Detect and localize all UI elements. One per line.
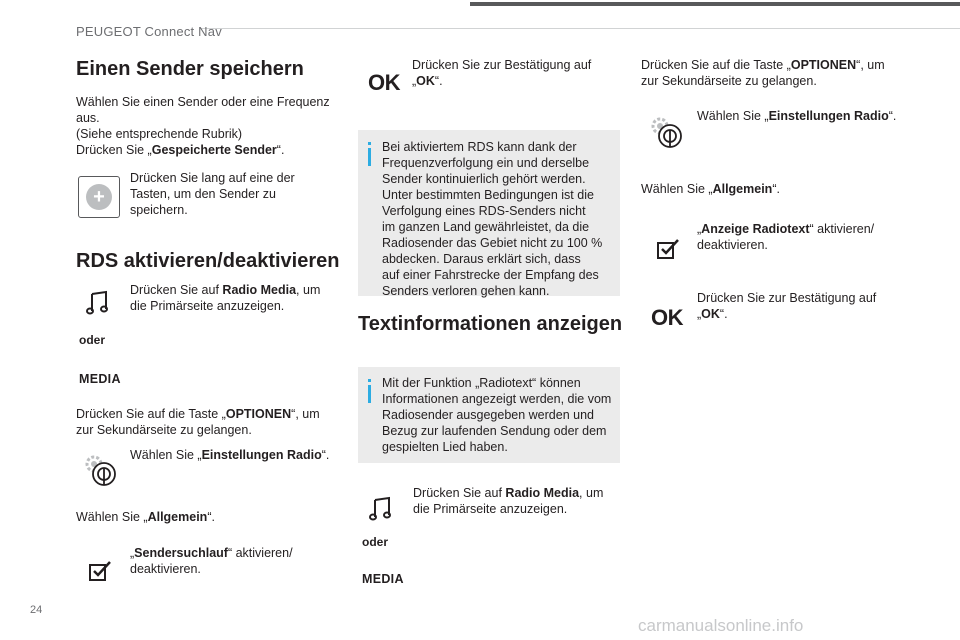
- info-box-rds: [358, 130, 620, 296]
- step-ok-confirm: Drücken Sie zur Bestätigung auf „OK“.: [412, 58, 592, 88]
- info-box-radiotext: [358, 367, 620, 463]
- info-icon: [368, 148, 371, 166]
- step-einstellungen-radio: Wählen Sie „Einstellungen Radio“.: [130, 448, 330, 462]
- step-long-press: Drücken Sie lang auf eine der Tasten, um den Sender zu speichern.: [130, 171, 295, 217]
- music-note-icon: [369, 496, 393, 527]
- info-icon-dot: [368, 142, 371, 145]
- info-icon: [368, 385, 371, 403]
- info-text-radiotext: Mit der Funktion „Radiotext“ können Informationen angezeigt werden, die vom Radiosender ausgegeben werden und Bezug zur laufenden Sendung oder dem gespielten Lied haben.: [382, 376, 612, 454]
- page-number: 24: [30, 604, 43, 616]
- checkbox-icon: [656, 238, 680, 265]
- preset-button-icon: [78, 176, 120, 218]
- step-sendersuchlauf: „Sendersuchlauf“ aktivieren/ deaktivieren.: [130, 546, 293, 576]
- step-ok-confirm-2: Drücken Sie zur Bestätigung auf „OK“.: [697, 291, 877, 321]
- step-optionen: Drücken Sie auf die Taste „OPTIONEN“, um zur Sekundärseite zu gelangen.: [76, 407, 320, 437]
- step-anzeige-radiotext: „Anzeige Radiotext“ aktivieren/ deaktivieren.: [697, 222, 875, 252]
- step-radio-media-2: Drücken Sie auf Radio Media, um die Primärseite anzuzeigen.: [413, 486, 604, 516]
- ok-icon: OK: [368, 70, 400, 95]
- oder-label: oder: [79, 333, 106, 347]
- info-text-rds: Bei aktiviertem RDS kann dank der Frequenzverfolgung ein und derselbe Sender kontinuierlich gehört werden. Unter bestimmten Bedingungen ist die Verfolgung eines RDS-Senders nicht im ganzen Land gewährleistet, da die Radiosender das Gebiet nicht zu 100 % abdecken. Daraus erklärt sich, dass auf einer Fahrstrecke der Empfang des Senders verloren gehen kann.: [382, 140, 603, 298]
- watermark: carmanualsonline.info: [638, 616, 804, 635]
- heading-einen-sender-speichern: Einen Sender speichern: [76, 58, 304, 80]
- media-button-label: MEDIA: [362, 572, 404, 586]
- step-allgemein: Wählen Sie „Allgemein“.: [76, 510, 215, 524]
- settings-radio-icon: [650, 116, 684, 155]
- heading-rds: RDS aktivieren/deaktivieren: [76, 250, 340, 272]
- step-optionen-2: Drücken Sie auf die Taste „OPTIONEN“, um zur Sekundärseite zu gelangen.: [641, 58, 885, 88]
- intro-paragraph: Wählen Sie einen Sender oder eine Frequenz aus. (Siehe entsprechende Rubrik) Drücken Sie „Gespeicherte Sender“.: [76, 95, 330, 157]
- plus-icon: +: [86, 184, 112, 210]
- ok-icon: OK: [651, 305, 683, 330]
- oder-label: oder: [362, 535, 389, 549]
- music-note-icon: [86, 290, 110, 321]
- checkbox-icon: [88, 560, 112, 587]
- step-allgemein-2: Wählen Sie „Allgemein“.: [641, 182, 780, 196]
- header-title: PEUGEOT Connect Nav: [76, 24, 222, 39]
- info-icon-dot: [368, 379, 371, 382]
- header-accent-bar: [470, 2, 960, 6]
- settings-radio-icon: [84, 454, 118, 493]
- step-einstellungen-radio-2: Wählen Sie „Einstellungen Radio“.: [697, 109, 897, 123]
- heading-textinformationen: Textinformationen anzeigen: [358, 313, 623, 335]
- media-button-label: MEDIA: [79, 372, 121, 386]
- step-radio-media: Drücken Sie auf Radio Media, um die Primärseite anzuzeigen.: [130, 283, 321, 313]
- header-divider: [200, 28, 960, 29]
